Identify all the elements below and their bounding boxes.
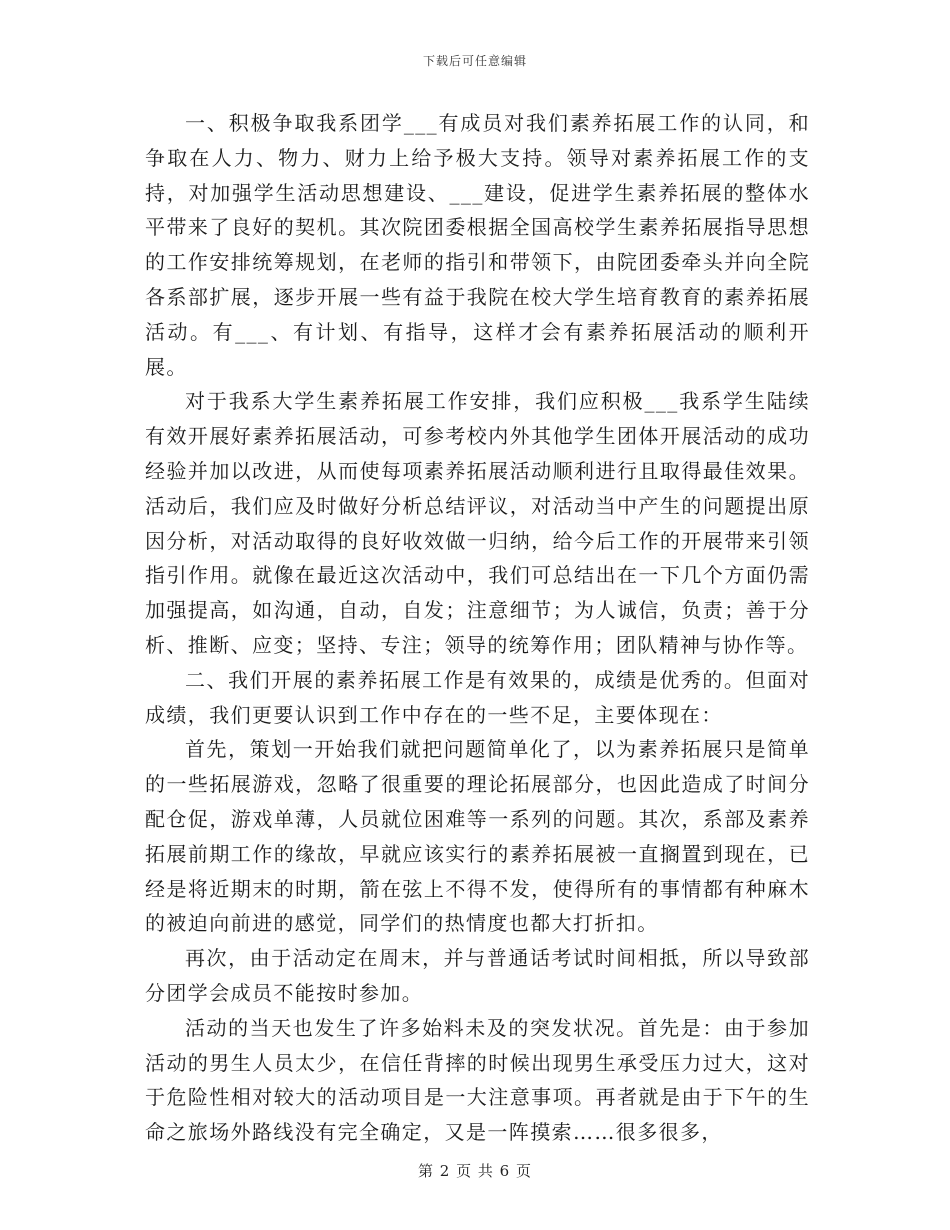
paragraph-6: 活动的当天也发生了许多始料未及的突发状况。首先是：由于参加活动的男生人员太少，在信任背摔的时候出现男生承受压力过大，这对于危险性相对较大的活动项目是一大注意事项。再者就是由于下午的生命之旅场外路线没有完全确定，又是一阵摸索……很多很多， — [145, 1015, 810, 1145]
paragraph-2: 对于我系大学生素养拓展工作安排，我们应积极___我系学生陆续有效开展好素养拓展活动，可参考校内外其他学生团体开展活动的成功经验并加以改进，从而使每项素养拓展活动顺利进行且取得最佳效果。活动后，我们应及时做好分析总结评议，对活动当中产生的问题提出原因分析，对活动取得的良好收效做一归纳，给今后工作的开展带来引领指引作用。就像在最近这次活动中，我们可总结出在一下几个方面仍需加强提高，如沟通，自动，自发；注意细节；为人诚信，负责；善于分析、推断、应变；坚持、专注；领导的统筹作用；团队精神与协作等。 — [145, 389, 810, 657]
paragraph-5: 再次，由于活动定在周末，并与普通话考试时间相抵，所以导致部分团学会成员不能按时参加。 — [145, 946, 810, 1005]
page-footer: 第 2 页 共 6 页 — [418, 1162, 532, 1180]
document-body — [145, 106, 810, 1150]
paragraph-3: 二、我们开展的素养拓展工作是有效果的，成绩是优秀的。但面对成绩，我们更要认识到工作中存在的一些不足，主要体现在： — [145, 667, 810, 727]
paragraph-1: 一、积极争取我系团学___有成员对我们素养拓展工作的认同，和争取在人力、物力、财力上给予极大支持。领导对素养拓展工作的支持，对加强学生活动思想建设、___建设，促进学生素养拓展的整体水平带来了良好的契机。其次院团委根据全国高校学生素养拓展指导思想的工作安排统筹规划，在老师的指引和带领下，由院团委牵头并向全院各系部扩展，逐步开展一些有益于我院在校大学生培育教育的素养拓展活动。有___、有计划、有指导，这样才会有素养拓展活动的顺利开展。 — [145, 111, 810, 379]
page-header: 下载后可任意编辑 — [422, 54, 527, 68]
paragraph-4: 首先，策划一开始我们就把问题简单化了，以为素养拓展只是简单的一些拓展游戏，忽略了很重要的理论拓展部分，也因此造成了时间分配仓促，游戏单薄，人员就位困难等一系列的问题。其次，系部及素养拓展前期工作的缘故，早就应该实行的素养拓展被一直搁置到现在，已经是将近期末的时期，箭在弦上不得不发，使得所有的事情都有种麻木的被迫向前进的感觉，同学们的热情度也都大打折扣。 — [145, 737, 810, 936]
